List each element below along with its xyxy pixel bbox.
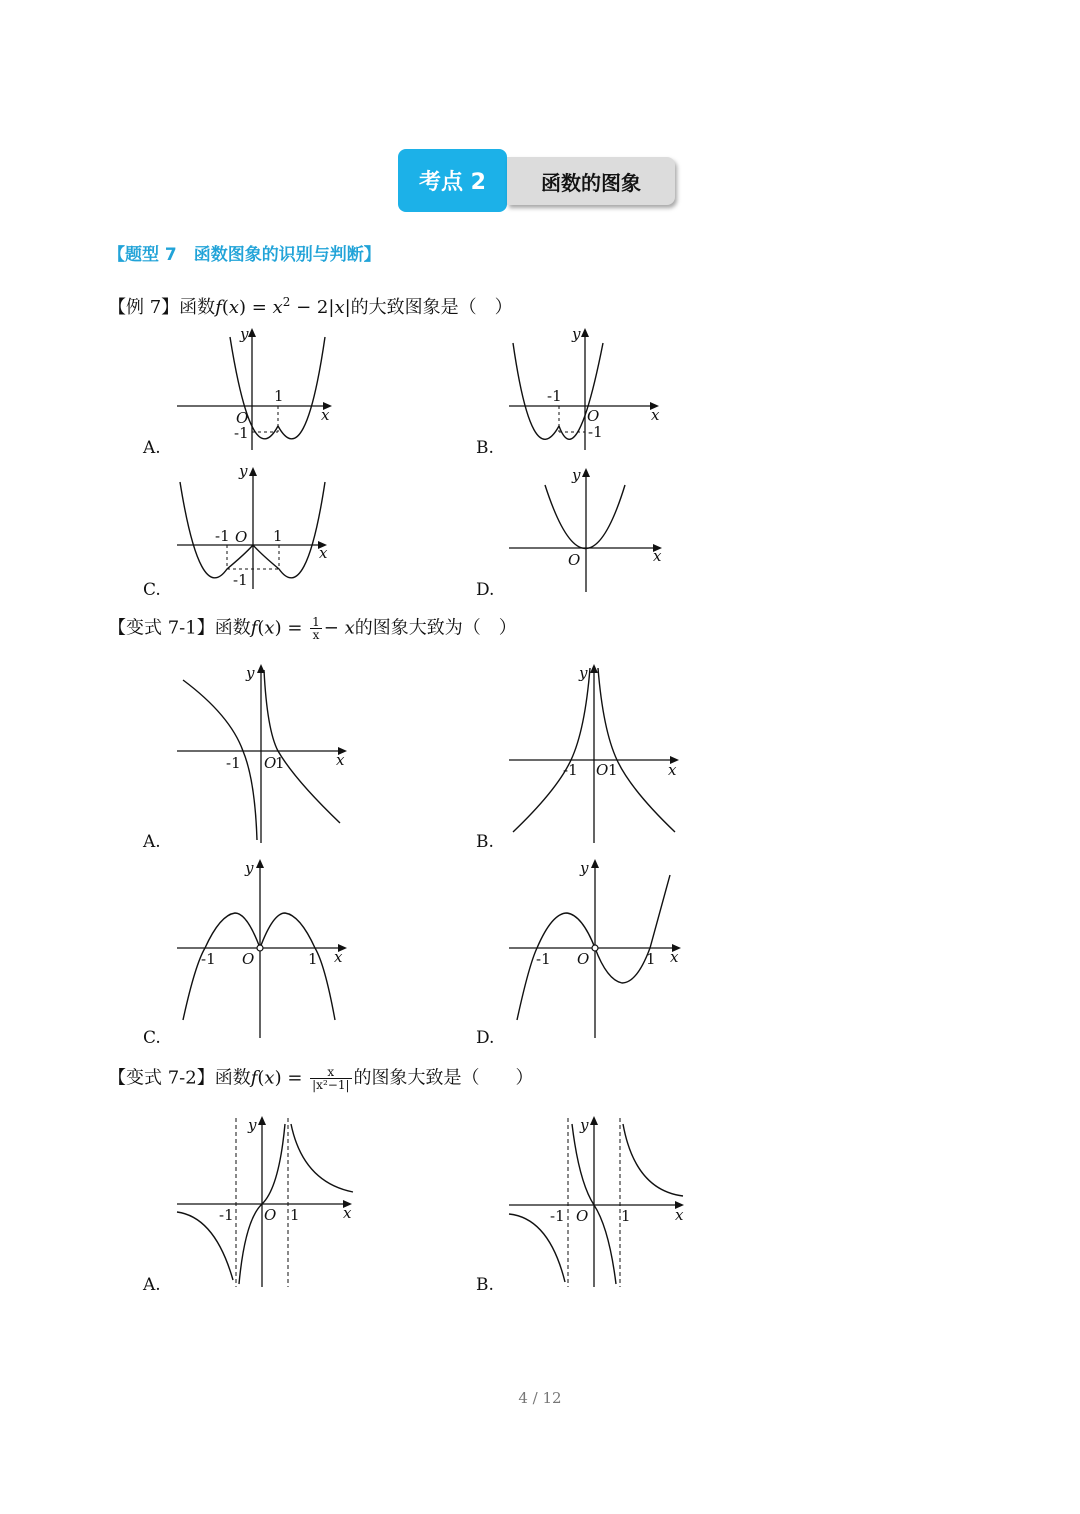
- equals: =: [246, 297, 273, 318]
- option-b-label: B.: [476, 438, 494, 458]
- origin-label: O: [577, 950, 590, 968]
- axis-x-label: x: [675, 1206, 684, 1224]
- topic-badge: 考点 2: [398, 149, 507, 212]
- option-d-label: D.: [476, 580, 495, 600]
- q2-graph-b: [507, 660, 687, 845]
- q1-graph-d: [507, 462, 667, 592]
- q3-graph-b: [507, 1112, 692, 1292]
- section-title: 【题型 7 函数图象的识别与判断】: [108, 245, 381, 265]
- minus: −: [323, 617, 345, 639]
- q1-graph-a: [175, 325, 335, 455]
- question-prefix: 【例 7】函数: [108, 297, 216, 318]
- question-prefix: 【变式 7-2】函数: [108, 1067, 251, 1089]
- tick-1: 1: [308, 950, 318, 968]
- axis-x-label: x: [668, 761, 677, 779]
- axis-x-label: x: [321, 406, 330, 424]
- tick-1: 1: [608, 761, 618, 779]
- question-tail: 的图象大致是（ ）: [353, 1067, 534, 1089]
- q1-graph-c: [175, 462, 335, 592]
- tick-neg1: -1: [547, 387, 562, 405]
- tick-neg1: -1: [536, 950, 551, 968]
- expr-x: x: [344, 617, 355, 639]
- func-var: x: [264, 1067, 275, 1089]
- option-c-label: C.: [143, 1028, 161, 1048]
- origin-label: O: [264, 754, 277, 772]
- axis-x-label: x: [653, 547, 662, 565]
- func-var: x: [264, 617, 275, 639]
- topic-title: 函数的图象: [507, 157, 675, 205]
- origin-label: O: [235, 528, 248, 546]
- axis-y-label: y: [572, 325, 581, 343]
- fraction: [310, 616, 322, 641]
- q2-graph-d: [507, 855, 687, 1040]
- origin-label: O: [264, 1206, 277, 1224]
- fraction: [310, 1066, 351, 1091]
- func-var: x: [228, 297, 240, 318]
- expr-sup: 2: [282, 295, 291, 309]
- question-tail: |的大致图象是（ ）: [344, 297, 513, 318]
- question-tail: 的图象大致为（ ）: [354, 617, 517, 639]
- q3-graph-a: [175, 1112, 360, 1292]
- tick-1: 1: [273, 527, 283, 545]
- fraction-denominator: |x²−1|: [312, 1078, 350, 1092]
- expr-part: − 2|: [290, 297, 335, 318]
- origin-label: O: [576, 1207, 589, 1225]
- tick-1: 1: [275, 754, 285, 772]
- equals: =: [281, 617, 309, 639]
- axis-y-label: y: [248, 1116, 257, 1134]
- tick-neg1: -1: [226, 754, 241, 772]
- expr-x2: x: [334, 297, 345, 318]
- func-name: f: [250, 617, 258, 639]
- option-c-label: C.: [143, 580, 161, 600]
- question-prefix: 【变式 7-1】函数: [108, 617, 251, 639]
- axis-x-label: x: [336, 751, 345, 769]
- tick-1: 1: [621, 1207, 631, 1225]
- tick-neg1: -1: [233, 571, 248, 589]
- option-a-label: A.: [143, 1275, 161, 1295]
- fraction-numerator: 1: [312, 615, 320, 629]
- q2-graph-a: [175, 660, 355, 845]
- tick-neg1: -1: [563, 761, 578, 779]
- func-name: f: [215, 297, 222, 318]
- axis-x-label: x: [651, 406, 660, 424]
- origin-label: O: [587, 407, 600, 425]
- axis-x-label: x: [334, 948, 343, 966]
- axis-y-label: y: [580, 1116, 589, 1134]
- tick-neg1: -1: [201, 950, 216, 968]
- tick-1: 1: [646, 950, 656, 968]
- origin-label: O: [568, 551, 581, 569]
- tick-neg1: -1: [234, 424, 249, 442]
- tick-neg1: -1: [219, 1206, 234, 1224]
- axis-x-label: x: [670, 948, 679, 966]
- q2-graph-c: [175, 855, 355, 1040]
- option-d-label: D.: [476, 1028, 495, 1048]
- q1-graph-b: [507, 325, 667, 455]
- axis-y-label: y: [239, 462, 248, 480]
- origin-label: O: [242, 950, 255, 968]
- option-a-label: A.: [143, 438, 161, 458]
- axis-y-label: y: [579, 664, 588, 682]
- axis-y-label: y: [240, 325, 249, 343]
- tick-neg1: -1: [215, 527, 230, 545]
- axis-y-label: y: [246, 664, 255, 682]
- axis-y-label: y: [580, 859, 589, 877]
- axis-y-label: y: [572, 466, 581, 484]
- page-number: 4 / 12: [518, 1389, 562, 1407]
- question-variant-7-1: 【变式 7-1】函数f(x) = $\frac{1}{x}$ − x的图象大致为（ ）: [108, 615, 517, 642]
- axis-x-label: x: [319, 544, 328, 562]
- option-a-label: A.: [143, 832, 161, 852]
- axis-x-label: x: [343, 1204, 352, 1222]
- question-example-7: 【例 7】函数$f(x) = x^2 - 2|x|$的大致图象是（ ）: [108, 295, 513, 318]
- equals: =: [281, 1067, 309, 1089]
- tick-neg1: -1: [550, 1207, 565, 1225]
- expr-x: x: [272, 297, 283, 318]
- tick-1: 1: [274, 387, 284, 405]
- fraction-denominator: x: [312, 628, 320, 642]
- option-b-label: B.: [476, 1275, 494, 1295]
- question-variant-7-2: 【变式 7-2】函数f(x) = $\frac{x}{\text{|x²−1|}}$ 的图象大致是（ ）: [108, 1065, 534, 1092]
- axis-y-label: y: [245, 859, 254, 877]
- tick-1: 1: [290, 1206, 300, 1224]
- origin-label: O: [236, 409, 249, 427]
- origin-label: O: [596, 761, 609, 779]
- tick-neg1: -1: [588, 423, 603, 441]
- func-name: f: [250, 1067, 258, 1089]
- fraction-numerator: x: [310, 1066, 351, 1079]
- option-b-label: B.: [476, 832, 494, 852]
